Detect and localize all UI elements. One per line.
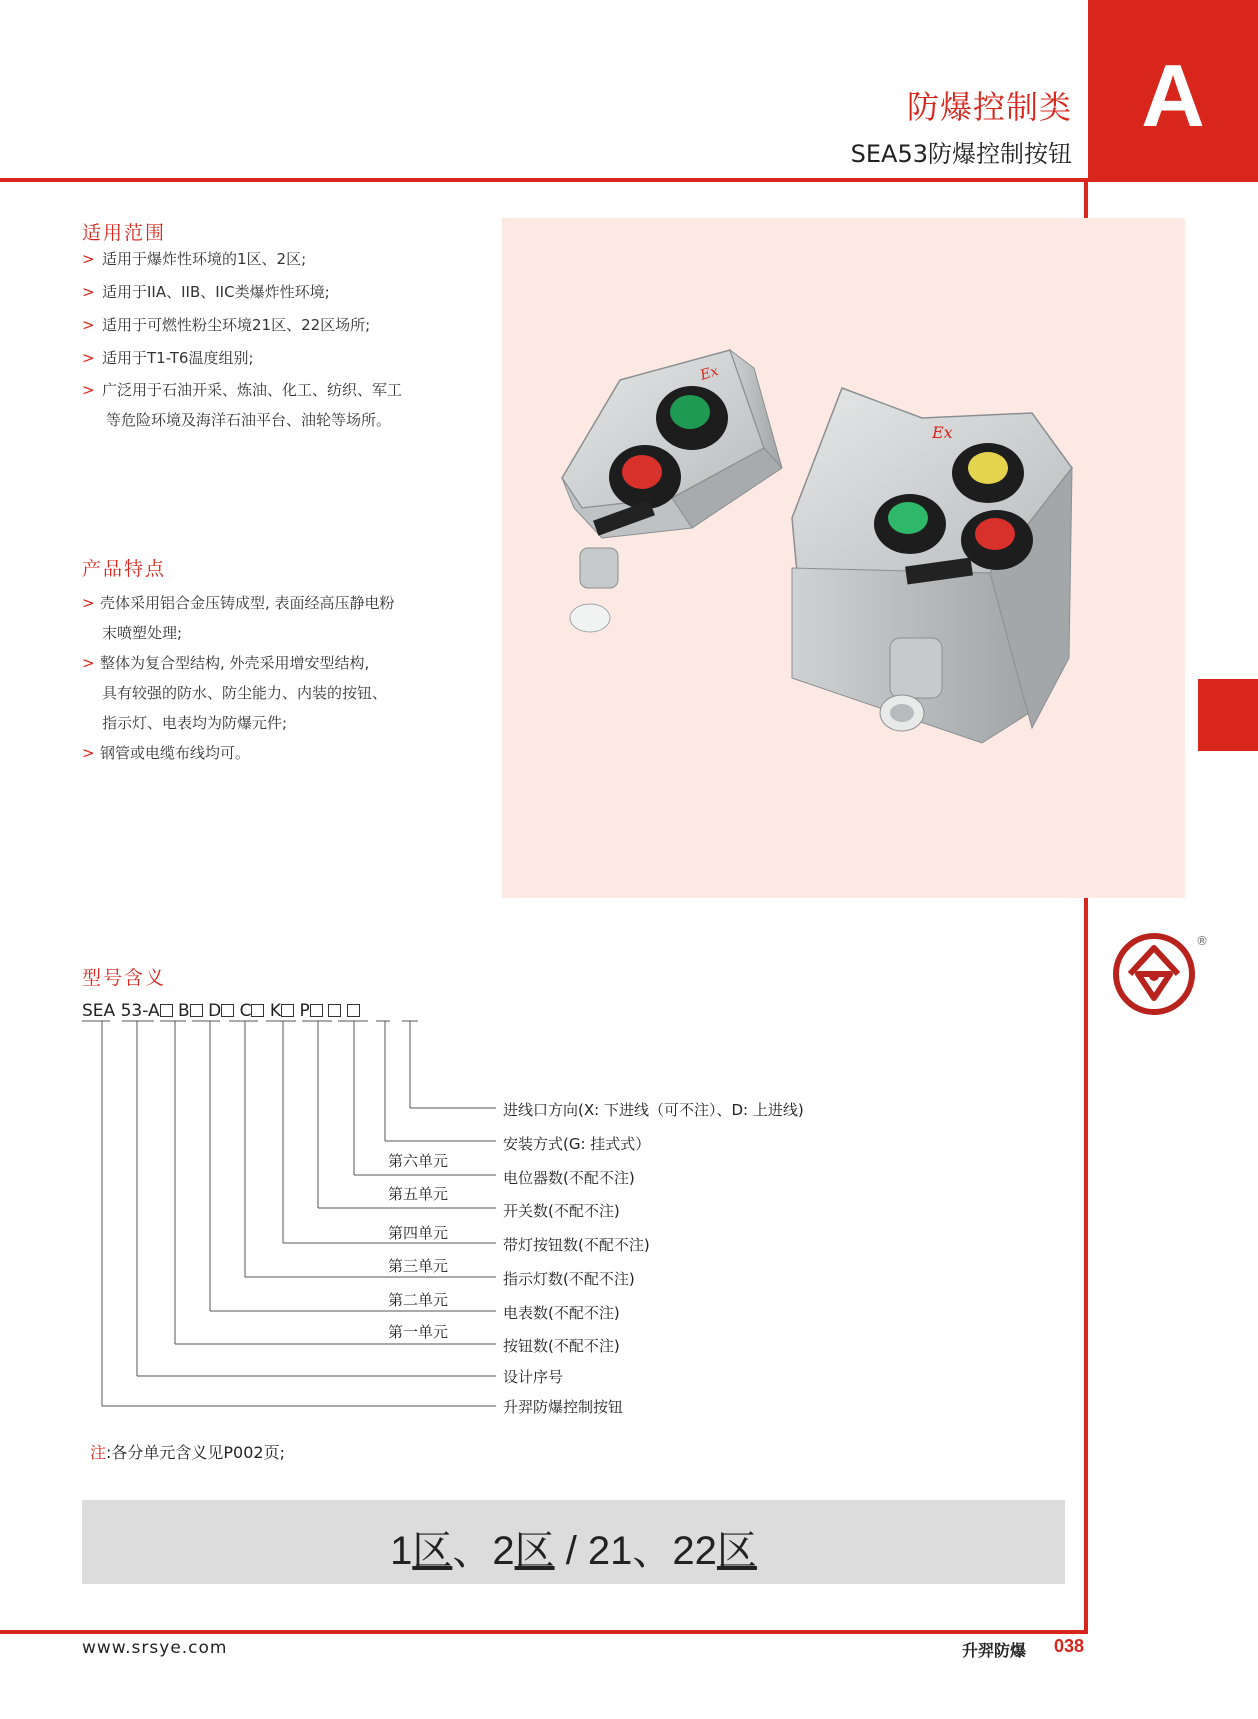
list-item: > 适用于可燃性粉尘环境21区、22区场所;: [82, 316, 371, 334]
unit-label: 第一单元: [388, 1323, 449, 1341]
footer-rule: [0, 1630, 1088, 1634]
list-item: 等危险环境及海洋石油平台、油轮等场所。: [106, 411, 392, 429]
list-item: > 壳体采用铝合金压铸成型, 表面经高压静电粉: [82, 594, 395, 612]
product-photo: [502, 218, 1185, 898]
desc-indicator: 指示灯数(不配不注): [503, 1270, 635, 1288]
code-part: C: [239, 1001, 252, 1021]
code-part: P: [299, 1001, 310, 1021]
registered-mark: ®: [1196, 934, 1208, 948]
code-box: [221, 1004, 234, 1017]
scope-list: [82, 252, 402, 443]
code-box: [328, 1004, 341, 1017]
category-title: 防爆控制类: [906, 88, 1072, 126]
product-illustration: [502, 218, 1185, 898]
list-item: > 整体为复合型结构, 外壳采用增安型结构,: [82, 654, 370, 672]
zone-banner-text: 1区、2区 / 21、22区: [390, 1529, 757, 1573]
code-box: [190, 1004, 203, 1017]
code-part: 53-A: [120, 1001, 160, 1021]
unit-label: 第三单元: [388, 1257, 449, 1275]
desc-button: 按钮数(不配不注): [503, 1337, 620, 1355]
desc-switch: 开关数(不配不注): [503, 1202, 620, 1220]
scope-title: 适用范围: [82, 222, 167, 244]
code-box: [310, 1004, 323, 1017]
brand-logo-icon: [1112, 932, 1196, 1016]
svg-text:Ex: Ex: [698, 362, 721, 384]
page-number: 038: [1054, 1636, 1085, 1656]
list-item: > 钢管或电缆布线均可。: [82, 744, 251, 762]
desc-potentiometer: 电位器数(不配不注): [503, 1169, 635, 1187]
desc-lit-button: 带灯按钮数(不配不注): [503, 1236, 650, 1254]
model-title: 型号含义: [82, 967, 167, 989]
two-button-station: [562, 350, 782, 632]
desc-entry-direction: 进线口方向(X: 下进线（可不注）、D: 上进线): [503, 1101, 804, 1119]
code-part: B: [178, 1001, 190, 1021]
code-box: [281, 1004, 294, 1017]
desc-meter: 电表数(不配不注): [503, 1304, 620, 1322]
list-item: > 适用于爆炸性环境的1区、2区;: [82, 250, 307, 268]
list-item: > 广泛用于石油开采、炼油、化工、纺织、军工: [82, 381, 403, 399]
model-code: [82, 1001, 360, 1021]
product-title: SEA53防爆控制按钮: [850, 140, 1072, 168]
note: 注:各分单元含义见P002页;: [90, 1443, 285, 1462]
features-title: 产品特点: [82, 558, 167, 580]
features-list: [82, 596, 395, 776]
code-part: D: [208, 1001, 222, 1021]
code-part: K: [269, 1001, 282, 1021]
desc-product: 升羿防爆控制按钮: [503, 1398, 624, 1416]
code-box: [251, 1004, 264, 1017]
code-box: [160, 1004, 173, 1017]
desc-mounting: 安装方式(G: 挂式式）: [503, 1135, 651, 1153]
svg-text:Ex: Ex: [932, 423, 953, 442]
unit-label: 第六单元: [388, 1152, 449, 1170]
header-rule: [0, 178, 1088, 182]
list-item: > 适用于IIA、IIB、IIC类爆炸性环境;: [82, 283, 330, 301]
code-part: SEA: [82, 1001, 116, 1021]
footer-url[interactable]: www.srsye.com: [82, 1638, 228, 1658]
three-button-station: [792, 388, 1072, 743]
unit-label: 第四单元: [388, 1224, 449, 1242]
list-item: > 适用于T1-T6温度组别;: [82, 349, 254, 367]
section-letter: A: [1141, 46, 1205, 145]
side-tab-marker: [1198, 679, 1258, 751]
list-item: 具有较强的防水、防尘能力、内装的按钮、: [102, 684, 388, 702]
unit-label: 第二单元: [388, 1291, 449, 1309]
list-item: 末喷塑处理;: [102, 624, 183, 642]
desc-design-no: 设计序号: [503, 1368, 564, 1386]
list-item: 指示灯、电表均为防爆元件;: [102, 714, 288, 732]
footer-brand: 升羿防爆: [961, 1641, 1026, 1660]
code-box: [347, 1004, 360, 1017]
unit-label: 第五单元: [388, 1185, 449, 1203]
